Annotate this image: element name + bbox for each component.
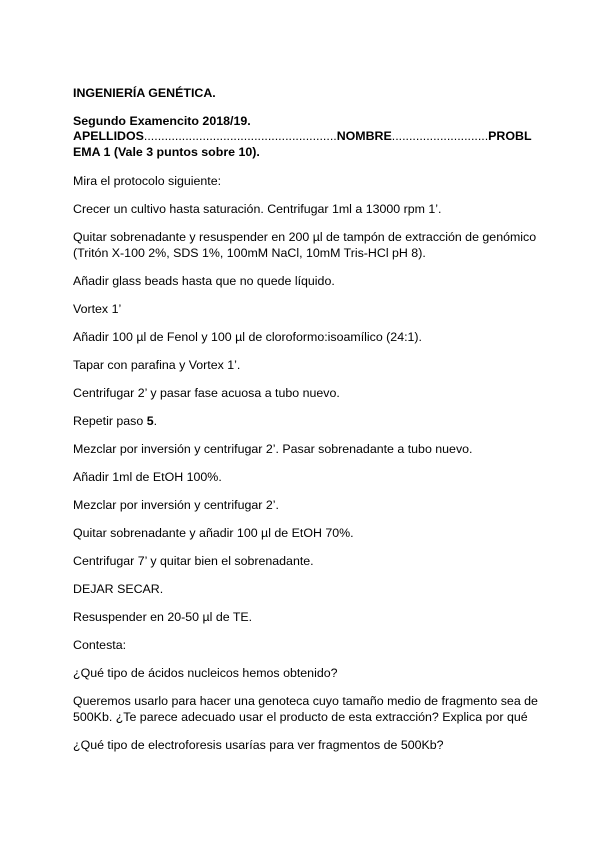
name-blank: ............................ (391, 129, 489, 143)
question-2-line-2: 500Kb. ¿Te parece adecuado usar el producto de esta extracción? Explica por qué (73, 710, 528, 724)
protocol-step-5: Añadir 100 µl de Fenol y 100 µl de cloroformo:isoamílico (24:1). (73, 330, 422, 344)
protocol-step-6: Tapar con parafina y Vortex 1’. (73, 358, 241, 372)
repeat-step-number: 5 (146, 414, 154, 428)
intro-text: Mira el protocolo siguiente: (73, 174, 222, 188)
problem-label-start: PROBL (488, 129, 532, 143)
question-2-line-1: Queremos usarlo para hacer una genoteca cuyo tamaño medio de fragmento sea de (73, 694, 538, 708)
protocol-step-8 (73, 414, 157, 428)
protocol-step-3: Añadir glass beads hasta que no quede líquido. (73, 274, 335, 288)
document-title: INGENIERÍA GENÉTICA. (73, 86, 216, 100)
problem-label-end: EMA 1 (Vale 3 puntos sobre 10). (73, 145, 260, 159)
name-label: NOMBRE (336, 129, 392, 143)
protocol-step-1: Crecer un cultivo hasta saturación. Centrifugar 1ml a 13000 rpm 1’. (73, 202, 442, 216)
protocol-step-7: Centrifugar 2’ y pasar fase acuosa a tubo nuevo. (73, 386, 340, 400)
protocol-step-13: Centrifugar 7’ y quitar bien el sobrenadante. (73, 554, 314, 568)
surname-label: APELLIDOS (73, 129, 144, 143)
protocol-step-14: DEJAR SECAR. (73, 582, 164, 596)
protocol-step-4: Vortex 1’ (73, 302, 122, 316)
protocol-step-2-line-1: Quitar sobrenadante y resuspender en 200 µl de tampón de extracción de genómico (73, 230, 537, 244)
exam-title: Segundo Examencito 2018/19. (73, 114, 251, 128)
protocol-step-2-line-2: (Tritón X-100 2%, SDS 1%, 100mM NaCl, 10mM Tris-HCl pH 8). (73, 246, 426, 260)
protocol-step-11: Mezclar por inversión y centrifugar 2’. (73, 498, 279, 512)
protocol-step-9: Mezclar por inversión y centrifugar 2’. Pasar sobrenadante a tubo nuevo. (73, 442, 473, 456)
protocol-step-10: Añadir 1ml de EtOH 100%. (73, 470, 222, 484)
surname-blank: ........................................................ (143, 129, 337, 143)
question-1: ¿Qué tipo de ácidos nucleicos hemos obtenido? (73, 666, 338, 680)
protocol-step-12: Quitar sobrenadante y añadir 100 µl de EtOH 70%. (73, 526, 354, 540)
repeat-period: . (153, 414, 158, 428)
question-3: ¿Qué tipo de electroforesis usarías para ver fragmentos de 500Kb? (73, 738, 444, 752)
protocol-step-15: Resuspender en 20-50 µl de TE. (73, 610, 253, 624)
student-info-line (73, 129, 532, 143)
answer-label: Contesta: (73, 638, 127, 652)
repeat-text: Repetir paso (73, 414, 147, 428)
